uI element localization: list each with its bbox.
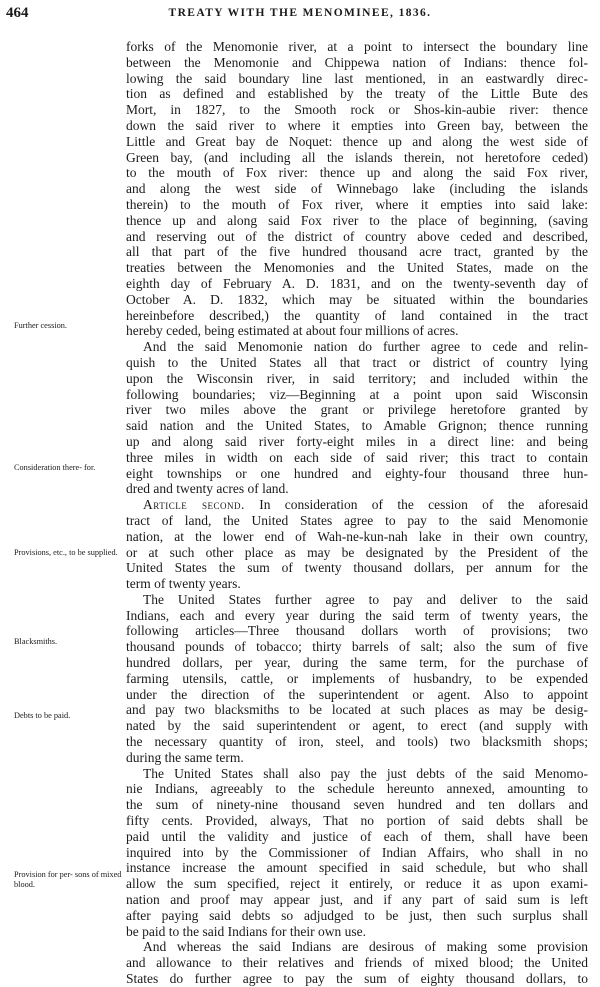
- text-line: States do further agree to pay the sum of eighty thousand dollars, to: [126, 971, 588, 987]
- paragraph-further-cession: [126, 339, 588, 497]
- text-line: farming utensils, cattle, or implements of husbandry, to be expended: [126, 670, 588, 686]
- text-line: Green bay, (and including all the islands therein, not heretofore ceded): [126, 149, 588, 165]
- text-line: dred and twenty acres of land.: [126, 481, 289, 497]
- text-line: to the mouth of Fox river: thence up and along the said Fox river,: [126, 165, 588, 181]
- text-line: thence up and along said Fox river to the place of beginning, (saving: [126, 212, 588, 228]
- text-line: therein) to the mouth of Fox river, where it empties into said lake:: [126, 196, 588, 212]
- text-line: Mort, in 1827, to the Smooth rock or Shos-kin-aubie river: thence: [126, 102, 588, 118]
- side-note-mixed-blood: Provision for per- sons of mixed blood.: [14, 870, 122, 889]
- page-number: 464: [6, 5, 29, 21]
- text-line: lowing the said boundary line last mentioned, in an eastwardly direc-: [126, 70, 588, 86]
- side-note-provisions: Provisions, etc., to be supplied.: [14, 548, 118, 557]
- side-note-further-cession: Further cession.: [14, 321, 67, 330]
- side-note-debts: Debts to be paid.: [14, 711, 71, 720]
- text-line: term of twenty years.: [126, 576, 241, 592]
- text-line: following articles—Three thousand dollars worth of provisions; two: [126, 623, 588, 639]
- text-line: tion as defined and established by the treaty of the Little Bute des: [126, 86, 588, 102]
- text-line: And the said Menomonie nation do further agree to cede and relin-: [143, 339, 588, 355]
- side-note-consideration: Consideration there- for.: [14, 463, 96, 472]
- text-line: instance increase the amount specified in said schedule, but who shall: [126, 860, 588, 876]
- text-line: and allowance to their relatives and friends of mixed blood; the United: [126, 955, 588, 971]
- text-line: up and along said river forty-eight miles in a direct line: and being: [126, 433, 588, 449]
- paragraph-debts: [126, 766, 588, 940]
- text-line: hereby ceded, being estimated at about four millions of acres.: [126, 323, 459, 339]
- text-line: all that part of the five hundred thousand acre tract, granted by the: [126, 244, 588, 260]
- text-line: fifty cents. Provided, always, That no portion of said debts shall be: [126, 813, 588, 829]
- text-line: treaties between the Menomonies and the United States, made on the: [126, 260, 588, 276]
- text-line: Little and Great bay de Noquet: thence up and along the west side of: [126, 133, 588, 149]
- text-line: October A. D. 1832, which may be situated within the boundaries: [126, 291, 588, 307]
- text-line: eighth day of February A. D. 1831, and on the twenty-seventh day of: [126, 275, 588, 291]
- text-line: The United States shall also pay the just debts of the said Menomo-: [143, 765, 588, 781]
- paragraph-provisions: [126, 592, 588, 766]
- text-line: or at such other place as may be designated by the President of the: [126, 544, 588, 560]
- text-line: river two miles above the grant or privilege heretofore granted by: [126, 402, 588, 418]
- text-line: between the Menomonie and Chippewa nation of Indians: thence fol-: [126, 54, 588, 70]
- paragraph-article-second: [126, 497, 588, 592]
- text-line: and along the west side of Winnebago lake (including the islands: [126, 181, 588, 197]
- text-line: the necessary quantity of iron, steel, and tools) two blacksmith shops;: [126, 734, 588, 750]
- text-line: during the same term.: [126, 749, 244, 765]
- text-line: [126, 497, 588, 513]
- text-line: be paid to the said Indians for their own use.: [126, 923, 366, 939]
- text-line: upon the Wisconsin river, in said territory; and included within the: [126, 370, 588, 386]
- text-line: allow the sum specified, reject it entirely, or reduce it as upon exami-: [126, 876, 588, 892]
- text-line: inquired into by the Commissioner of Indian Affairs, who shall in no: [126, 844, 588, 860]
- text-line: United States the sum of twenty thousand dollars, per annum for the: [126, 560, 588, 576]
- text-line-content: In consideration of the cession of the aforesaid: [244, 497, 588, 513]
- text-line: and reserving out of the district of country above ceded and described,: [126, 228, 588, 244]
- text-line: nation and proof may appear just, and if any part of said sum is left: [126, 892, 588, 908]
- text-line: nie Indians, agreeably to the schedule hereunto annexed, amounting to: [126, 781, 588, 797]
- text-line: three miles in width on each side of said river; this tract to contain: [126, 449, 588, 465]
- text-line: hundred dollars, per year, during the same term, for the purchase of: [126, 655, 588, 671]
- article-label: Article second.: [143, 497, 245, 513]
- text-line: down the said river to where it empties into Green bay, between the: [126, 117, 588, 133]
- text-line: eight townships or one hundred and eighty-four thousand three hun-: [126, 465, 588, 481]
- text-line: the sum of ninety-nine thousand seven hundred and ten dollars and: [126, 797, 588, 813]
- running-head: TREATY WITH THE MENOMINEE, 1836.: [168, 7, 432, 19]
- text-line: paid until the validity and justice of each of them, shall have been: [126, 828, 588, 844]
- text-line: quish to the United States all that tract or district of country lying: [126, 354, 588, 370]
- text-line: Indians, each and every year during the said term of twenty years, the: [126, 607, 588, 623]
- treaty-body-text: [126, 39, 588, 987]
- side-note-blacksmiths: Blacksmiths.: [14, 637, 58, 646]
- text-line: thousand pounds of tobacco; thirty barrels of salt; also the sum of five: [126, 639, 588, 655]
- text-line: nation, at the lower end of Wah-ne-kun-nah lake in their own country,: [126, 528, 588, 544]
- paragraph-mixed-blood: [126, 939, 588, 986]
- paragraph-boundary-description: [126, 39, 588, 339]
- text-line: hereinbefore described,) the quantity of land contained in the tract: [126, 307, 588, 323]
- text-line: nated by the said superintendent or agent, to erect (and supply with: [126, 718, 588, 734]
- page-header: [6, 5, 594, 25]
- text-line: after paying said debts so adjudged to be just, then such surplus shall: [126, 907, 588, 923]
- text-line: forks of the Menomonie river, at a point to intersect the boundary line: [126, 39, 588, 54]
- text-line: under the direction of the superintendent or agent. Also to appoint: [126, 686, 588, 702]
- text-line: and pay two blacksmiths to be located at such places as may be desig-: [126, 702, 588, 718]
- text-line: The United States further agree to pay and deliver to the said: [143, 591, 588, 607]
- text-line: And whereas the said Indians are desirous of making some provision: [143, 939, 588, 955]
- text-line: tract of land, the United States agree to pay to the said Menomonie: [126, 512, 588, 528]
- text-line: following boundaries; viz—Beginning at a point upon said Wisconsin: [126, 386, 588, 402]
- text-line: said nation and the United States, to Amable Grignon; thence running: [126, 418, 588, 434]
